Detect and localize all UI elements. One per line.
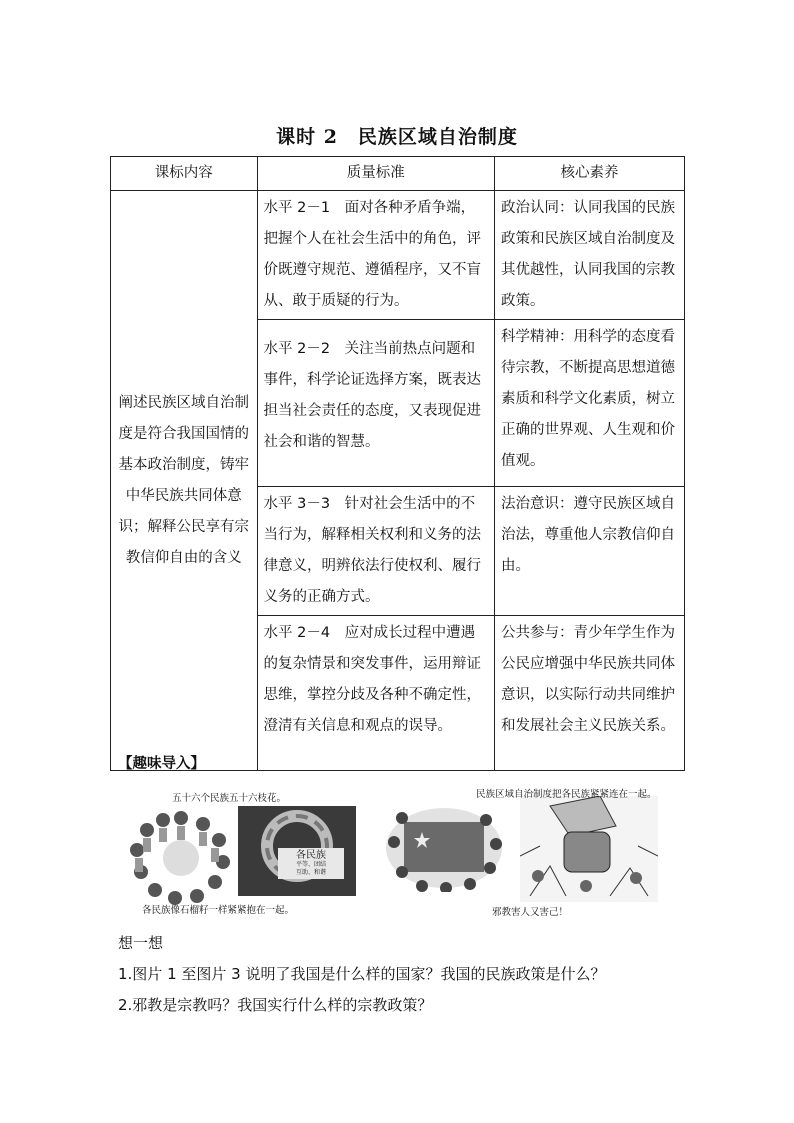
caption-56-ethnic-groups: 五十六个民族五十六枝花。 xyxy=(172,793,287,804)
illustration-strip xyxy=(120,778,680,918)
anti-cult-cartoon-image xyxy=(520,796,658,902)
caption-cult-harm: 邪教害人又害己！ xyxy=(492,907,569,918)
ethnic-groups-circle-image xyxy=(125,806,237,906)
linked-arms-poster-image xyxy=(238,806,356,896)
quality-standard-cell: 水平 2－4 应对成长过程中遭遇的复杂情景和突发事件，运用辩证思维，掌控分歧及各种不确定性，澄清有关信息和观点的误导。 xyxy=(257,616,494,771)
table-header-row xyxy=(111,157,685,191)
flag-with-people-image xyxy=(382,802,506,892)
page-title: 课时 2 民族区域自治制度 xyxy=(276,126,518,148)
core-literacy-cell: 公共参与：青少年学生作为公民应增强中华民族共同体意识，以实际行动共同维护和发展社会主义民族关系。 xyxy=(495,616,685,771)
caption-pomegranate-seeds: 各民族像石榴籽一样紧紧抱在一起。 xyxy=(142,905,295,916)
header-core-literacy: 核心素养 xyxy=(495,157,685,191)
table-row xyxy=(111,191,685,320)
intro-section-label: 【趣味导入】 xyxy=(118,756,205,772)
quality-standard-cell: 水平 2－2 关注当前热点问题和事件，科学论证选择方案，既表达担当社会责任的态度，又表现促进社会和谐的智慧。 xyxy=(257,320,494,487)
question-2: 2.邪教是宗教吗？我国实行什么样的宗教政策？ xyxy=(118,996,433,1014)
header-quality-standard: 质量标准 xyxy=(257,157,494,191)
core-literacy-cell: 政治认同：认同我国的民族政策和民族区域自治制度及其优越性，认同我国的宗教政策。 xyxy=(495,191,685,320)
caption-autonomy-system: 民族区域自治制度把各民族紧紧连在一起。 xyxy=(476,789,657,800)
core-literacy-cell: 科学精神：用科学的态度看待宗教，不断提高思想道德素质和科学文化素质，树立正确的世界观、人生观和价值观。 xyxy=(495,320,685,487)
poster-sub-text: 互助、和谐 xyxy=(295,869,326,876)
core-literacy-cell: 法治意识：遵守民族区域自治法，尊重他人宗教信仰自由。 xyxy=(495,487,685,616)
quality-standard-cell: 水平 2－1 面对各种矛盾争端，把握个人在社会生活中的角色，评价既遵守规范、遵循程序，又不盲从、敢于质疑的行为。 xyxy=(257,191,494,320)
poster-sub-text: 平等、团结 xyxy=(295,861,326,868)
quality-standard-cell: 水平 3－3 针对社会生活中的不当行为，解释相关权利和义务的法律意义，明辨依法行使权利、履行义务的正确方式。 xyxy=(257,487,494,616)
think-section-label: 想一想 xyxy=(118,934,164,952)
header-curriculum-content: 课标内容 xyxy=(111,157,258,191)
curriculum-content-cell: 阐述民族区域自治制度是符合我国国情的基本政治制度，铸牢中华民族共同体意识；解释公民享有宗教信仰自由的含义 xyxy=(111,191,258,771)
poster-main-text: 各民族 xyxy=(296,850,326,861)
curriculum-standards-table xyxy=(110,156,685,771)
question-1: 1.图片 1 至图片 3 说明了我国是什么样的国家？我国的民族政策是什么？ xyxy=(118,965,606,983)
